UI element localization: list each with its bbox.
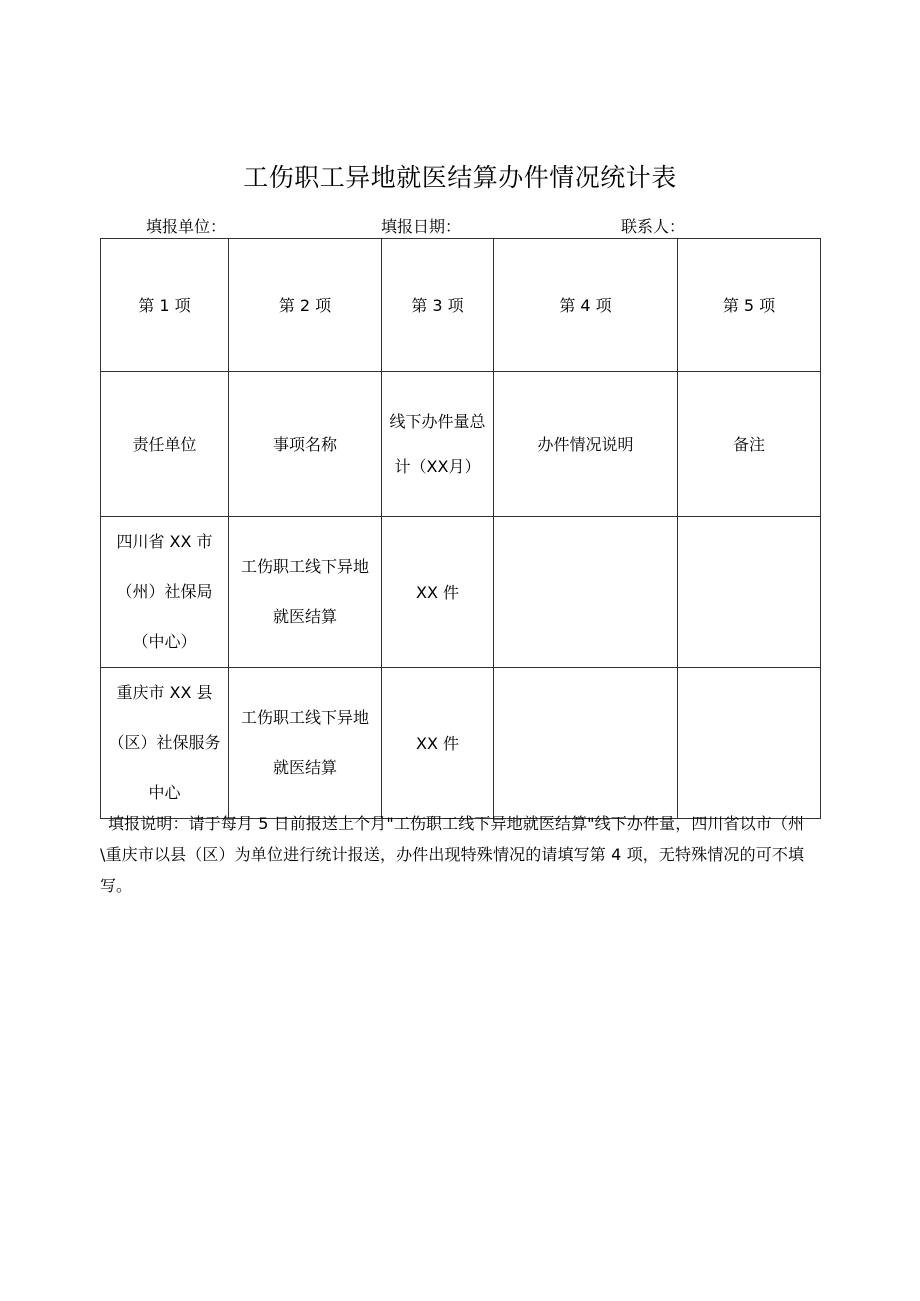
document-title: 工伤职工异地就医结算办件情况统计表 [243,163,677,192]
row-1-remark [678,517,821,668]
filling-instructions: 填报说明：请于每月 5 日前报送上个月"工伤职工线下异地就医结算"线下办件量，四川省以市（州\重庆市以县（区）为单位进行统计报送，办件出现特殊情况的请填写第 4 项，无特殊情况的可不填写。 [100,814,804,895]
statistics-table [100,238,821,819]
report-unit-label: 填报单位： [146,217,227,236]
item-header-4: 第 4 项 [494,239,678,372]
row-2-item [229,668,382,819]
row-2-count: XX 件 [382,668,494,819]
row-1-description [494,517,678,668]
item-header-3: 第 3 项 [382,239,494,372]
column-header-row [101,372,821,517]
row-2-unit [101,668,229,819]
row-2-description [494,668,678,819]
column-header-offline-count-text: 线下办件量总计（XX月） [389,412,486,476]
column-header-remark: 备注 [678,372,821,517]
row-2-unit-text: 重庆市 XX 县（区）社保服务中心 [108,683,221,802]
row-1-item [229,517,382,668]
item-header-2: 第 2 项 [229,239,382,372]
column-header-description: 办件情况说明 [494,372,678,517]
row-1-unit [101,517,229,668]
table-row [101,668,821,819]
column-header-item-name: 事项名称 [229,372,382,517]
row-2-item-text: 工伤职工线下异地就医结算 [240,708,369,777]
item-number-row [101,239,821,372]
report-date-label: 填报日期： [381,217,462,236]
row-1-count: XX 件 [382,517,494,668]
column-header-responsible-unit: 责任单位 [101,372,229,517]
item-header-5: 第 5 项 [678,239,821,372]
table-row [101,517,821,668]
row-1-unit-text: 四川省 XX 市（州）社保局（中心） [116,532,213,651]
contact-person-label: 联系人： [621,217,686,236]
column-header-offline-count [382,372,494,517]
row-2-remark [678,668,821,819]
item-header-1: 第 1 项 [101,239,229,372]
row-1-item-text: 工伤职工线下异地就医结算 [240,557,369,626]
